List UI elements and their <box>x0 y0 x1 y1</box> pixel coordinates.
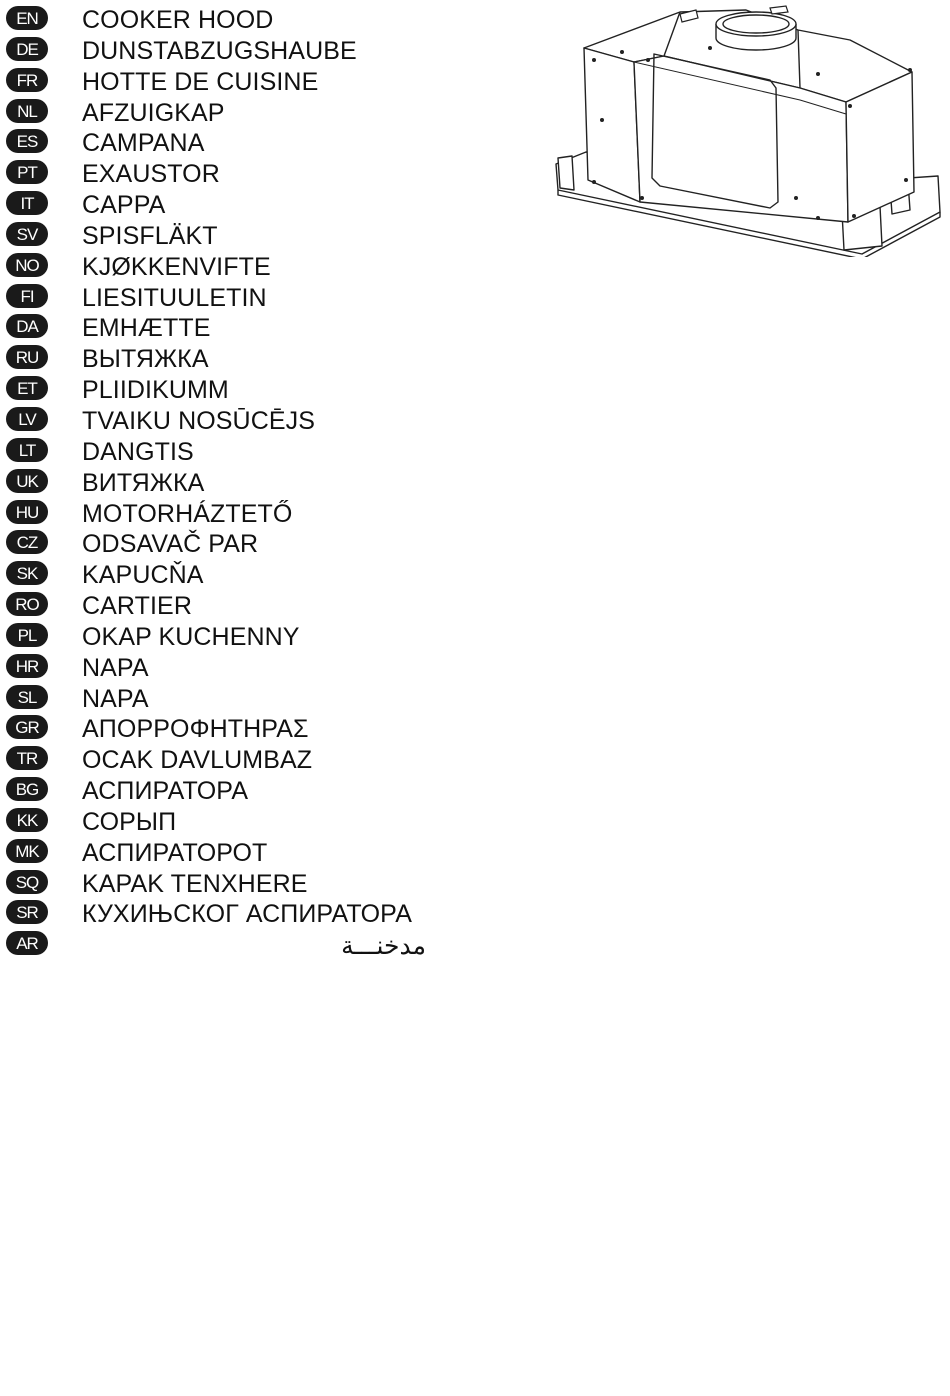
language-code-badge: GR <box>6 715 48 739</box>
product-name: CAMPANA <box>82 129 205 158</box>
language-item <box>6 436 446 467</box>
language-code-badge: SK <box>6 561 48 585</box>
product-name: PLIIDIKUMM <box>82 376 229 405</box>
language-code-badge: FR <box>6 68 48 92</box>
language-code-badge: FI <box>6 284 48 308</box>
language-code-badge: IT <box>6 191 48 215</box>
language-code-badge: ES <box>6 129 48 153</box>
language-item <box>6 66 446 97</box>
language-code-badge: RO <box>6 592 48 616</box>
product-name: КУХИЊСКОГ АСПИРАТОРА <box>82 900 413 929</box>
language-code-badge: HU <box>6 500 48 524</box>
product-name: ODSAVAČ PAR <box>82 530 259 559</box>
language-item <box>6 559 446 590</box>
language-item <box>6 898 446 929</box>
language-code-badge: LV <box>6 407 48 431</box>
language-code-badge: NO <box>6 253 48 277</box>
product-name: KAPAK TENXHERE <box>82 869 308 898</box>
language-code-badge: LT <box>6 438 48 462</box>
product-name: СОРЫП <box>82 807 177 836</box>
product-name: CAPPA <box>82 191 166 220</box>
language-code-badge: PL <box>6 623 48 647</box>
product-name: EMHÆTTE <box>82 314 211 343</box>
language-item <box>6 713 446 744</box>
product-name: LIESITUULETIN <box>82 283 267 312</box>
language-item <box>6 189 446 220</box>
product-name: COOKER HOOD <box>82 6 274 34</box>
language-item <box>6 652 446 683</box>
language-code-badge: EN <box>6 6 48 30</box>
product-name: OKAP KUCHENNY <box>82 622 300 651</box>
language-item <box>6 35 446 66</box>
language-item <box>6 374 446 405</box>
language-code-badge: CZ <box>6 530 48 554</box>
product-name: HOTTE DE CUISINE <box>82 67 319 96</box>
language-item <box>6 868 446 899</box>
language-code-badge: AR <box>6 931 48 955</box>
product-name: مدخنـــة <box>341 932 426 961</box>
language-code-badge: ET <box>6 376 48 400</box>
language-item <box>6 251 446 282</box>
language-item <box>6 4 446 35</box>
language-item <box>6 528 446 559</box>
product-name: DANGTIS <box>82 437 194 466</box>
language-item <box>6 312 446 343</box>
cooker-hood-illustration <box>550 2 945 257</box>
language-item <box>6 590 446 621</box>
language-item <box>6 744 446 775</box>
language-item <box>6 127 446 158</box>
language-code-badge: MK <box>6 839 48 863</box>
language-code-badge: TR <box>6 746 48 770</box>
product-name: АСПИРАТОРА <box>82 777 249 806</box>
product-name: MOTORHÁZTETŐ <box>82 499 293 528</box>
product-name: OCAK DAVLUMBAZ <box>82 746 313 775</box>
language-item <box>6 837 446 868</box>
language-code-badge: NL <box>6 99 48 123</box>
product-name: NAPA <box>82 653 149 682</box>
language-list <box>6 4 446 960</box>
product-name: NAPA <box>82 684 149 713</box>
language-code-badge: SV <box>6 222 48 246</box>
language-code-badge: HR <box>6 654 48 678</box>
language-item <box>6 97 446 128</box>
language-item <box>6 467 446 498</box>
product-name: SPISFLÄKT <box>82 221 218 250</box>
language-code-badge: BG <box>6 777 48 801</box>
product-name: CARTIER <box>82 592 192 621</box>
language-code-badge: RU <box>6 345 48 369</box>
product-name: AFZUIGKAP <box>82 98 225 127</box>
product-name: ВИТЯЖКА <box>82 468 205 497</box>
language-code-badge: SQ <box>6 870 48 894</box>
language-code-badge: DA <box>6 314 48 338</box>
language-code-badge: SL <box>6 685 48 709</box>
language-code-badge: PT <box>6 160 48 184</box>
language-item <box>6 775 446 806</box>
language-item <box>6 498 446 529</box>
product-name: ΑΠΟΡΡΟΦΗΤΗΡΑΣ <box>82 715 309 744</box>
language-item <box>6 343 446 374</box>
language-code-badge: DE <box>6 37 48 61</box>
product-name: АСПИРАТОРОТ <box>82 838 268 867</box>
language-item <box>6 806 446 837</box>
language-item <box>6 158 446 189</box>
language-code-badge: KK <box>6 808 48 832</box>
language-item <box>6 929 446 960</box>
product-name: DUNSTABZUGSHAUBE <box>82 36 357 65</box>
language-item <box>6 282 446 313</box>
product-name: EXAUSTOR <box>82 160 220 189</box>
product-name: KAPUCŇA <box>82 561 204 590</box>
product-name: ВЫТЯЖКА <box>82 345 209 374</box>
language-code-badge: UK <box>6 469 48 493</box>
language-item <box>6 621 446 652</box>
language-item <box>6 683 446 714</box>
product-name: KJØKKENVIFTE <box>82 252 271 281</box>
language-item <box>6 405 446 436</box>
language-code-badge: SR <box>6 900 48 924</box>
language-item <box>6 220 446 251</box>
product-name: TVAIKU NOSŪCĒJS <box>82 406 316 435</box>
